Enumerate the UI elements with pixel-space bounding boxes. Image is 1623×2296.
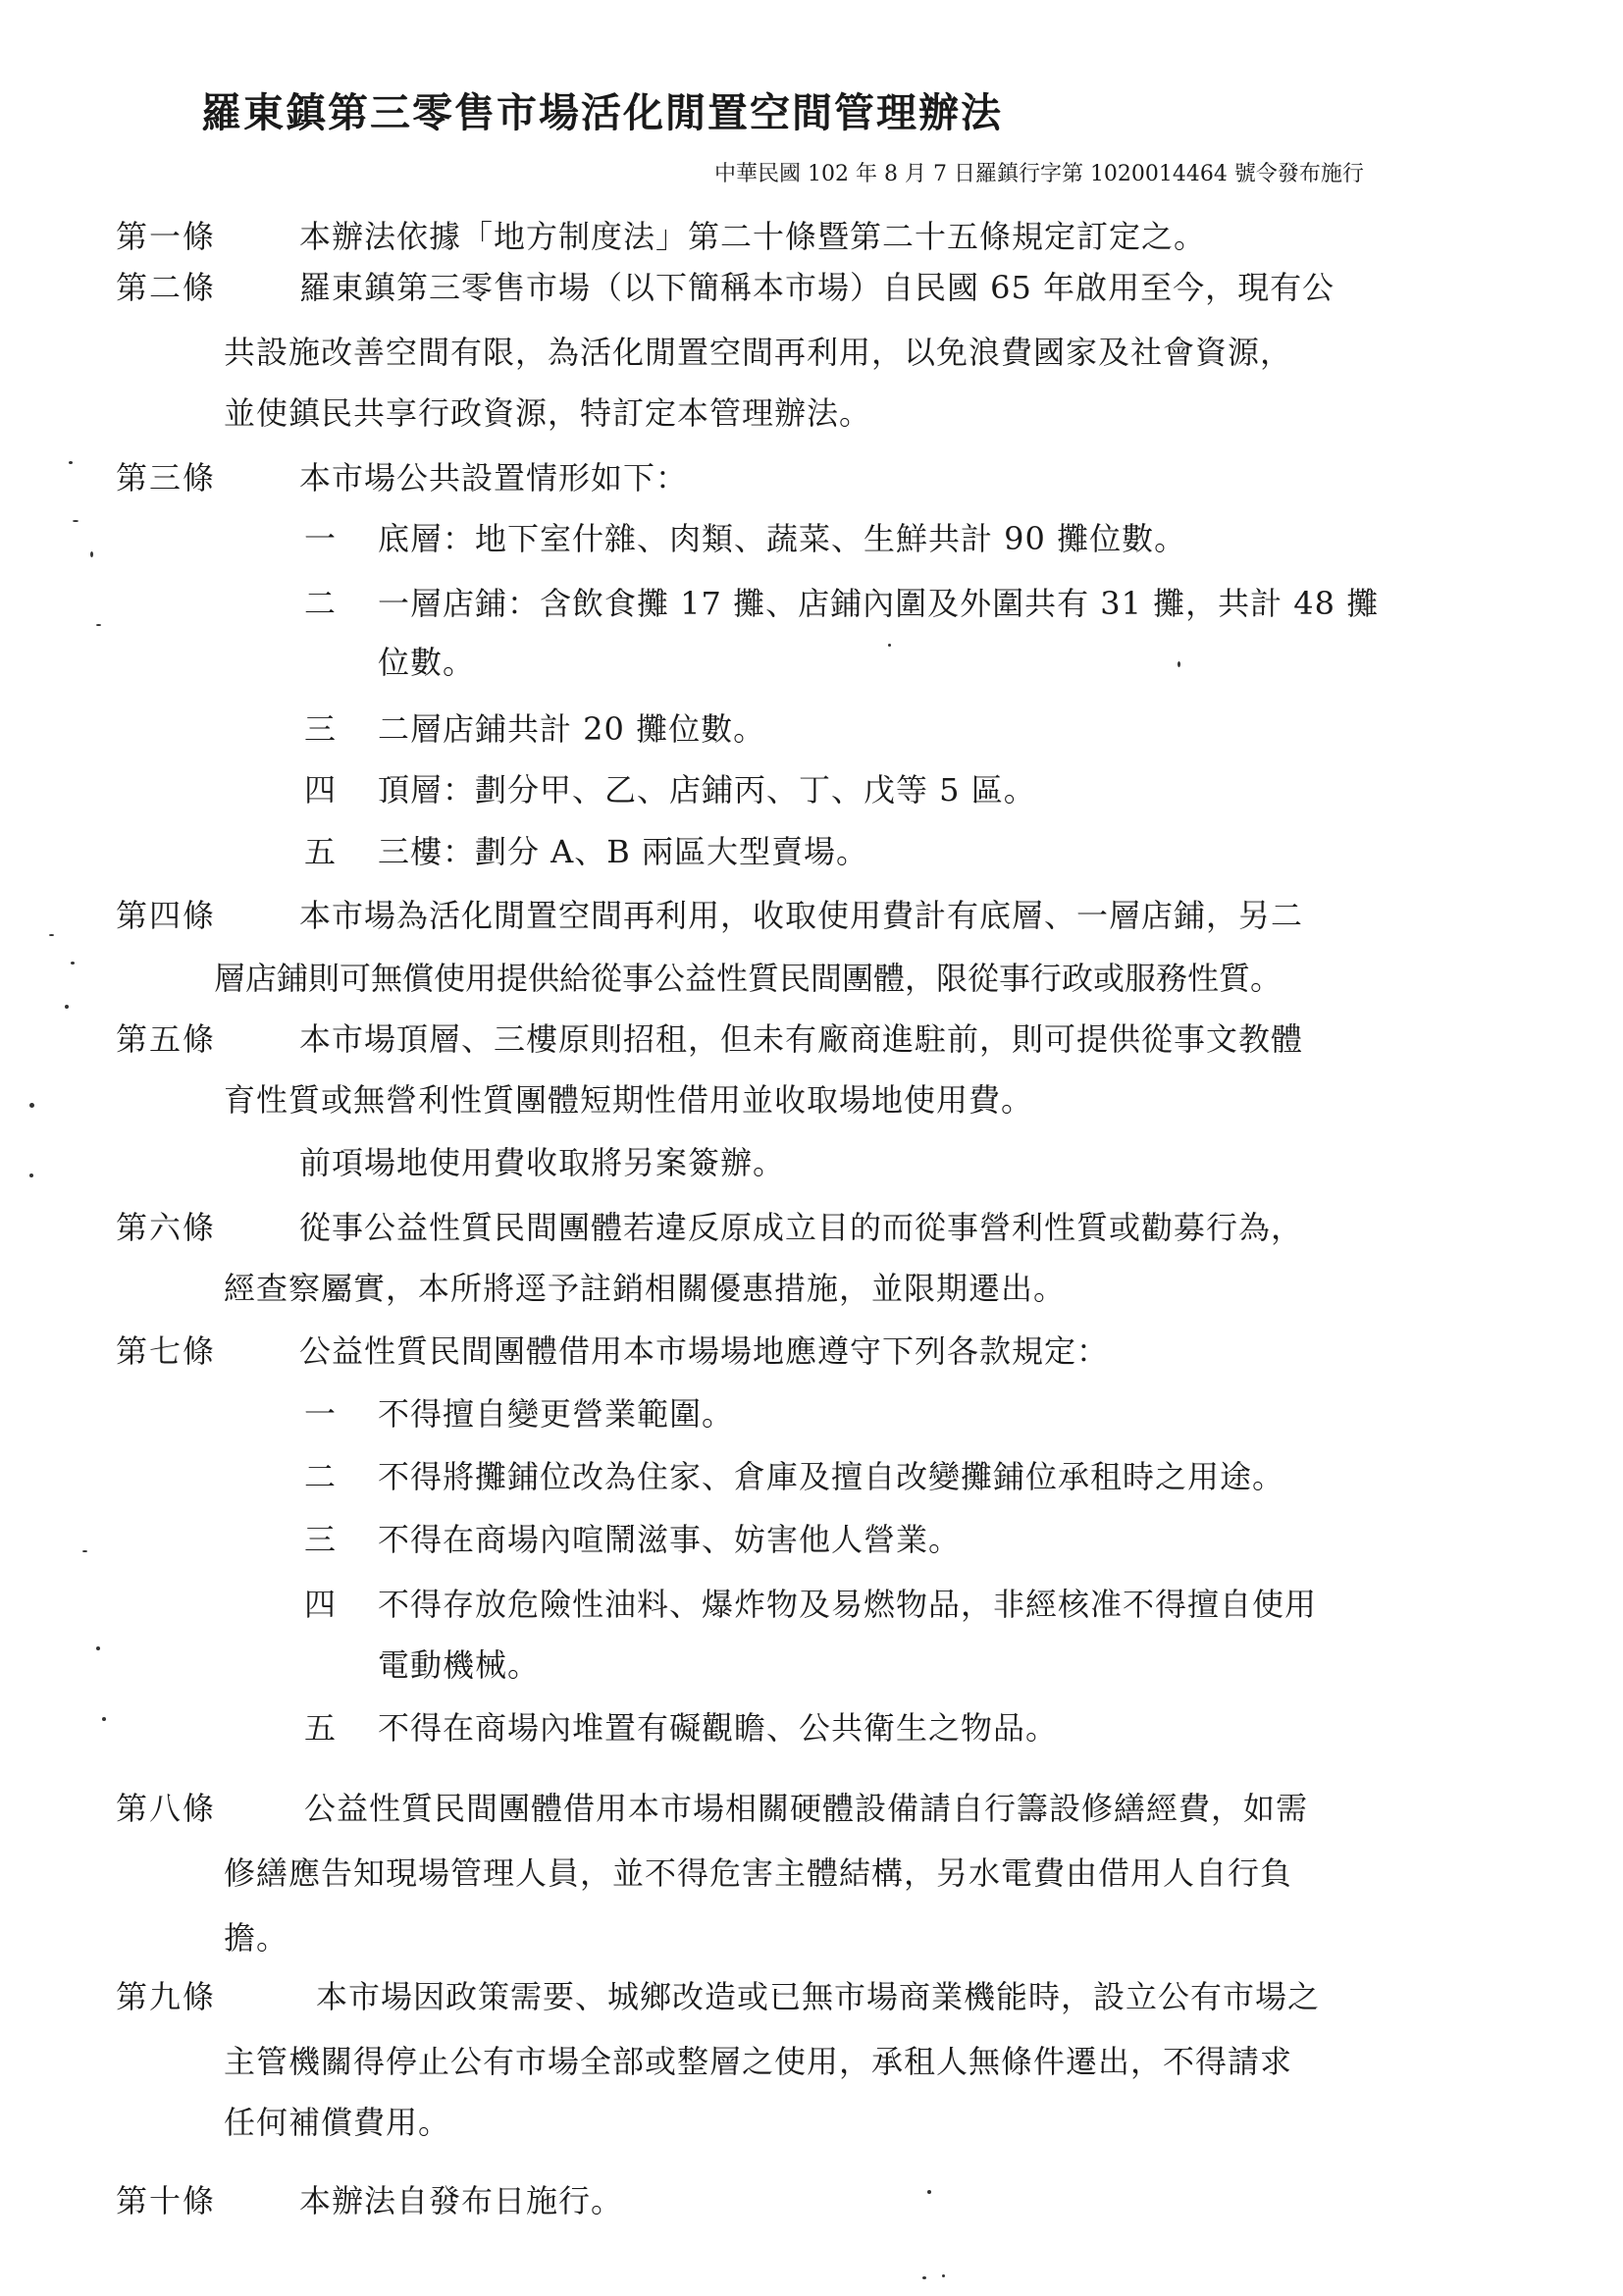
scan-speck [96,624,101,626]
article-line: 任何補償費用。 [224,2104,451,2141]
scan-speck [927,2190,931,2194]
article-line: 主管機關得停止公有市場全部或整層之使用，承租人無條件遷出，不得請求 [224,2043,1293,2080]
document-title: 羅東鎮第三零售市場活化閒置空間管理辦法 [201,89,1003,136]
item-number: 五 [304,833,337,870]
promulgation-note: 中華民國 102 年 8 月 7 日羅鎮行字第 1020014464 號令發布施行 [714,162,1364,186]
item-line: 三樓：劃分 A、B 兩區大型賣場。 [378,833,868,870]
article-label: 第四條 [116,897,217,934]
article-line: 育性質或無營利性質團體短期性借用並收取場地使用費。 [224,1081,1034,1119]
article-line: 經查察屬實，本所將逕予註銷相關優惠措施，並限期遷出。 [224,1270,1067,1307]
item-line: 頂層：劃分甲、乙、店鋪丙、丁、戊等 5 區。 [378,771,1036,809]
item-line: 電動機械。 [378,1646,541,1684]
article-label: 第十條 [116,2182,217,2219]
scan-speck [29,1174,33,1177]
item-number: 二 [304,585,337,622]
scan-speck [102,1717,106,1721]
item-line: 二層店鋪共計 20 攤位數。 [378,710,766,748]
article-line: 羅東鎮第三零售市場（以下簡稱本市場）自民國 65 年啟用至今，現有公 [299,269,1335,306]
article-label: 第一條 [116,218,217,255]
article-line: 本市場因政策需要、城鄉改造或已無市場商業機能時，設立公有市場之 [316,1978,1321,2015]
scan-speck [1178,661,1180,667]
article-line: 層店鋪則可無償使用提供給從事公益性質民間團體，限從事行政或服務性質。 [214,960,1283,997]
item-number: 四 [304,771,337,809]
scan-speck [922,2276,926,2279]
article-line: 修繕應告知現場管理人員，並不得危害主體結構，另水電費由借用人自行負 [224,1854,1293,1892]
item-number: 四 [304,1586,337,1623]
scan-speck [71,962,75,965]
article-line: 擔。 [224,1919,289,1957]
scan-speck [82,1550,87,1552]
item-line: 不得將攤鋪位改為住家、倉庫及擅自改變攤鋪位承租時之用途。 [378,1458,1285,1495]
item-line: 底層：地下室什雜、肉類、蔬菜、生鮮共計 90 攤位數。 [378,520,1187,557]
scan-speck [65,1005,69,1009]
article-line: 並使鎮民共享行政資源，特訂定本管理辦法。 [224,394,872,432]
scan-speck [49,934,54,936]
article-line: 本市場為活化閒置空間再利用，收取使用費計有底層、一層店鋪，另二 [299,897,1304,934]
item-line: 不得在商場內堆置有礙觀瞻、公共衛生之物品。 [378,1709,1059,1747]
scan-speck [69,461,73,464]
item-number: 二 [304,1458,337,1495]
article-line: 本辦法自發布日施行。 [299,2182,624,2219]
scan-speck [942,2274,945,2277]
article-line: 共設施改善空間有限，為活化閒置空間再利用，以免浪費國家及社會資源， [224,334,1293,371]
item-line: 位數。 [378,644,476,681]
scan-speck [888,644,891,647]
scan-speck [90,551,93,557]
item-line: 不得在商場內喧鬧滋事、妨害他人營業。 [378,1521,962,1558]
article-line: 公益性質民間團體借用本市場場地應遵守下列各款規定： [299,1332,1110,1370]
article-line: 本辦法依據「地方制度法」第二十條暨第二十五條規定訂定之。 [299,218,1207,255]
item-number: 三 [304,1521,337,1558]
article-line: 本市場公共設置情形如下： [299,459,689,496]
scan-speck [96,1646,100,1650]
scan-speck [73,520,79,522]
item-number: 一 [304,1395,337,1433]
article-label: 第三條 [116,459,217,496]
article-line: 公益性質民間團體借用本市場相關硬體設備請自行籌設修繕經費，如需 [304,1790,1309,1827]
scan-speck [29,1103,34,1108]
article-label: 第九條 [116,1978,217,2015]
article-label: 第五條 [116,1020,217,1058]
article-line: 前項場地使用費收取將另案簽辦。 [299,1144,786,1181]
article-line: 本市場頂層、三樓原則招租，但未有廠商進駐前，則可提供從事文教體 [299,1020,1304,1058]
item-number: 一 [304,520,337,557]
item-line: 不得存放危險性油料、爆炸物及易燃物品，非經核准不得擅自使用 [378,1586,1318,1623]
article-label: 第七條 [116,1332,217,1370]
item-number: 五 [304,1709,337,1747]
article-label: 第六條 [116,1209,217,1246]
item-number: 三 [304,710,337,748]
item-line: 不得擅自變更營業範圍。 [378,1395,735,1433]
article-line: 從事公益性質民間團體若違反原成立目的而從事營利性質或勸募行為， [299,1209,1304,1246]
article-label: 第二條 [116,269,217,306]
item-line: 一層店鋪：含飲食攤 17 攤、店鋪內圍及外圍共有 31 攤，共計 48 攤 [378,585,1380,622]
article-label: 第八條 [116,1790,217,1827]
